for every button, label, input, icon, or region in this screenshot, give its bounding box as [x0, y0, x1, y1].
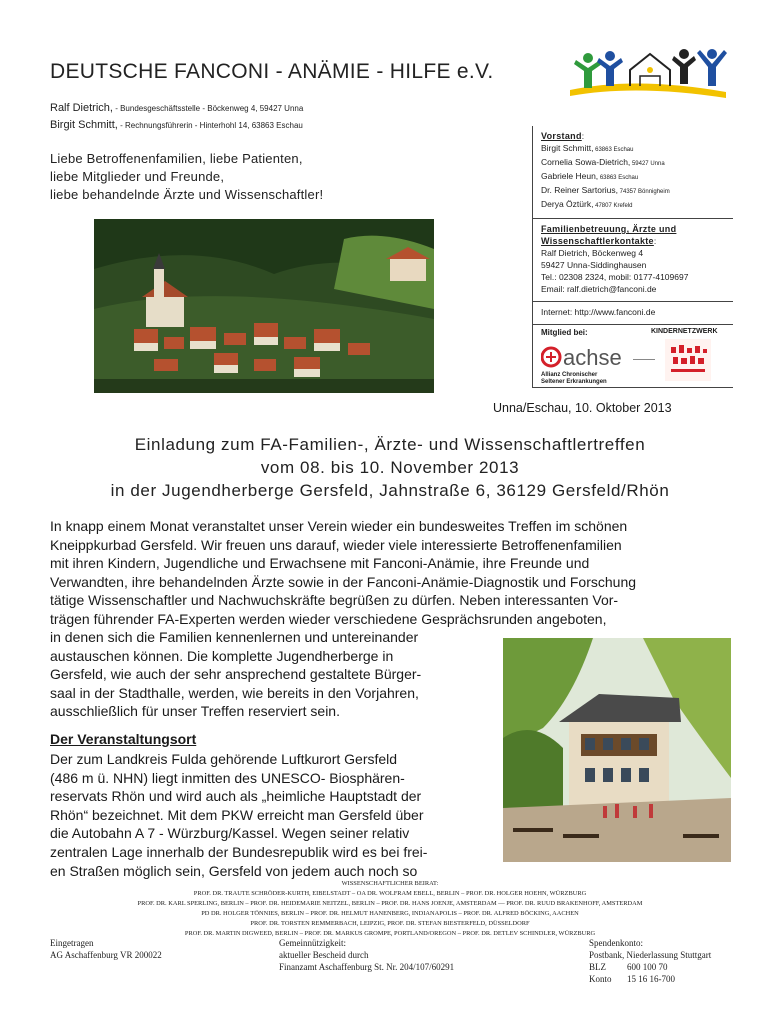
person-line — [50, 100, 303, 117]
body-line: saal in der Stadthalle, werden, wie bereits in den Vorjahren, — [50, 684, 419, 701]
invitation-line: vom 08. bis 10. November 2013 — [260, 458, 520, 477]
contact-email[interactable]: Email: ralf.dietrich@fanconi.de — [541, 284, 657, 294]
salutation-line: liebe Mitglieder und Freunde, — [50, 169, 225, 184]
body-line: die Autobahn A 7 - Würzburg/Kassel. Wegen seiner relativ — [50, 825, 410, 842]
contact-phone: Tel.: 02308 2324, mobil: 0177-4109697 — [541, 272, 689, 282]
letter-date: Unna/Eschau, 10. Oktober 2013 — [493, 401, 672, 415]
board-heading: Vorstand — [541, 131, 582, 141]
bank-info — [589, 937, 711, 985]
board-member-city: 59427 Unna — [630, 161, 665, 167]
board-member — [541, 198, 733, 212]
person-name: Ralf Dietrich, — [50, 102, 113, 114]
board-member — [541, 142, 733, 156]
board-member-city: 47807 Krefeld — [593, 203, 633, 209]
body-line: reservats Rhön und wird auch als „heimliche Hauptstadt der — [50, 788, 422, 805]
salutation — [50, 150, 323, 204]
internet-link[interactable]: Internet: http://www.fanconi.de — [541, 307, 656, 317]
advisory-line: PROF. DR. TORSTEN REMMERBACH, LEIPZIG, PROF. DR. STEFAN BIESTERFELD, DÜSSELDORF — [250, 920, 530, 927]
internet-section — [533, 302, 733, 325]
board-member-city: 63863 Eschau — [598, 175, 639, 181]
board-section — [533, 126, 733, 219]
contact-line: Ralf Dietrich, Böckenweg 4 — [541, 248, 644, 258]
contact-heading: Familienbetreuung, Ärzte und — [541, 224, 677, 234]
house-icon — [630, 54, 670, 86]
figure-green-icon — [574, 53, 602, 88]
sidebar — [532, 126, 733, 388]
figure-blue-right-icon — [697, 49, 727, 86]
board-member-name: Derya Öztürk, — [541, 199, 594, 209]
body-line: tätige Wissenschaftler und Nachwuchskräfte begrüßen zu dürfen. Neben interessanten Vor- — [50, 592, 619, 609]
person-line — [50, 117, 303, 134]
person-name: Birgit Schmitt, — [50, 119, 118, 131]
hostel-building-icon — [559, 694, 681, 808]
contact-section — [533, 219, 733, 302]
membership-box — [533, 325, 733, 388]
advisory-board — [50, 879, 730, 939]
board-heading-colon: : — [581, 131, 585, 141]
salutation-line: liebe behandelnde Ärzte und Wissenschaftler! — [50, 187, 324, 202]
body-line: Verwandten, ihre behandelnden Ärzte sowie in der Fanconi-Anämie-Diagnostik und Forschung — [50, 573, 637, 590]
body-line: austauschen können. Die komplette Jugendherberge in — [50, 647, 394, 664]
achse-word: achse — [563, 345, 622, 370]
advisory-line: PROF. DR. TRAUTE SCHRÖDER-KURTH, EIBELSTADT – OA DR. WOLFRAM EBELL, BERLIN – PROF. DR. HOLGER HOEHN, WÜRZBURG — [193, 890, 587, 897]
advisory-line: PROF. DR. KARL SPERLING, BERLIN – PROF. DR. HEIDEMARIE NEITZEL, BERLIN – PROF. DR. HANS JOENJE, AMSTERDAM — PROF. DR. RUUD BRAKENHOFF, AMSTERDAM — [137, 900, 643, 907]
board-member-name: Birgit Schmitt, — [541, 143, 594, 153]
board-member-name: Cornelia Sowa-Dietrich, — [541, 157, 631, 167]
achse-caption: Allianz Chronischer Seltener Erkrankungen — [541, 372, 607, 385]
town-photo — [94, 219, 434, 393]
hostel-photo — [503, 638, 731, 862]
kindernetzwerk-logo — [665, 339, 711, 381]
venue-paragraph — [50, 750, 490, 880]
contact-heading-2: Wissenschaftlerkontakte — [541, 236, 654, 246]
body-line: en Straßen möglich sein, Gersfeld von jedem auch noch so — [50, 862, 418, 879]
board-member — [541, 156, 733, 170]
bank-name: Postbank, Niederlassung Stuttgart — [589, 950, 712, 960]
contact-line: 59427 Unna-Siddinghausen — [541, 260, 647, 270]
konto-label: Konto — [589, 974, 612, 984]
org-title: DEUTSCHE FANCONI - ANÄMIE - HILFE e.V. — [50, 60, 494, 83]
body-line: Der zum Landkreis Fulda gehörende Luftkurort Gersfeld — [50, 751, 398, 767]
advisory-title: WISSENSCHAFTLICHER BEIRAT: — [341, 880, 439, 887]
konto-value: 15 16 16-700 — [627, 974, 675, 984]
bank-table — [589, 961, 675, 985]
advisory-line: PD DR. HOLGER TÖNNIES, BERLIN – PROF. DR. HELMUT HANENBERG, INDIANAPOLIS – PROF. DR. ALFRED BÖCKING, AACHEN — [201, 910, 579, 917]
salutation-line: Liebe Betroffenenfamilien, liebe Patienten, — [50, 151, 303, 166]
board-member-city: 74357 Bönnigheim — [618, 189, 670, 195]
body-line: ausschließlich für unser Treffen reserviert sein. — [50, 703, 340, 720]
board-member — [541, 170, 733, 184]
blz-value: 600 100 70 — [627, 962, 668, 972]
body-line: Kneippkurbad Gersfeld. Wir freuen uns darauf, wieder viele interessierte Betroffenenfamilien — [50, 536, 622, 553]
body-line: (486 m ü. NHN) liegt inmitten des UNESCO- Biosphären- — [50, 769, 405, 786]
invitation-line: Einladung zum FA-Familien-, Ärzte- und Wissenschaftlertreffen — [134, 435, 646, 454]
person-role: - Rechnungsführerin - Hinterhohl 14, 63863 Eschau — [117, 121, 303, 130]
invitation-line: in der Jugendherberge Gersfeld, Jahnstraße 6, 36129 Gersfeld/Rhön — [110, 481, 670, 500]
persons-block — [50, 100, 303, 134]
body-paragraph — [50, 517, 722, 629]
register-info: Eingetragen AG Aschaffenburg VR 200022 — [50, 938, 162, 960]
body-paragraph-continued — [50, 628, 490, 721]
figure-black-icon — [672, 49, 696, 84]
board-member-city: 63863 Eschau — [593, 147, 634, 153]
person-role: - Bundesgeschäftsstelle - Böckenweg 4, 59427 Unna — [112, 104, 304, 113]
body-line: trägen führender FA-Experten werden wieder verschiedene Gesprächsrunden angeboten, — [50, 610, 607, 627]
body-line: Gersfeld, wie auch der sehr ansprechend gestaltete Bürger- — [50, 666, 422, 683]
org-logo — [566, 40, 732, 100]
body-line: in denen sich die Familien kennenlernen und untereinander — [50, 629, 419, 645]
board-member-name: Gabriele Heun, — [541, 171, 599, 181]
contact-heading-colon: : — [653, 236, 657, 246]
advisory-line: PROF. DR. MARTIN DIGWEED, BERLIN – PROF. DR. MARKUS GROMPE, PORTLAND/OREGON – PROF. DR. DETLEV SCHINDLER, WÜRZBURG — [184, 930, 596, 937]
bank-title: Spendenkonto: — [589, 938, 643, 948]
achse-logo — [541, 343, 627, 371]
body-line: zentralen Lage innerhalb der Bundesrepublik wird es bei frei- — [50, 843, 428, 860]
invitation-heading — [40, 433, 740, 502]
divider — [633, 359, 655, 360]
body-line: Rhön“ bezeichnet. Mit dem PKW erreicht man Gersfeld über — [50, 806, 424, 823]
body-line: In knapp einem Monat veranstaltet unser Verein wieder ein bundesweites Treffen im schönen — [50, 518, 628, 534]
figure-blue-icon — [597, 51, 623, 86]
blz-label: BLZ — [589, 962, 606, 972]
board-member-name: Dr. Reiner Sartorius, — [541, 185, 618, 195]
nonprofit-info: Gemeinnützigkeit: aktueller Bescheid durch Finanzamt Aschaffenburg St. Nr. 204/107/60291 — [279, 938, 455, 972]
kindernetzwerk-label: KINDERNETZWERK — [651, 328, 718, 335]
board-member — [541, 184, 733, 198]
body-line: mit ihren Kindern, Jugendliche und Erwachsene mit Fanconi-Anämie, ihre Freunde und — [50, 555, 590, 572]
membership-label: Mitglied bei: — [541, 328, 588, 337]
section-heading: Der Veranstaltungsort — [50, 731, 197, 747]
